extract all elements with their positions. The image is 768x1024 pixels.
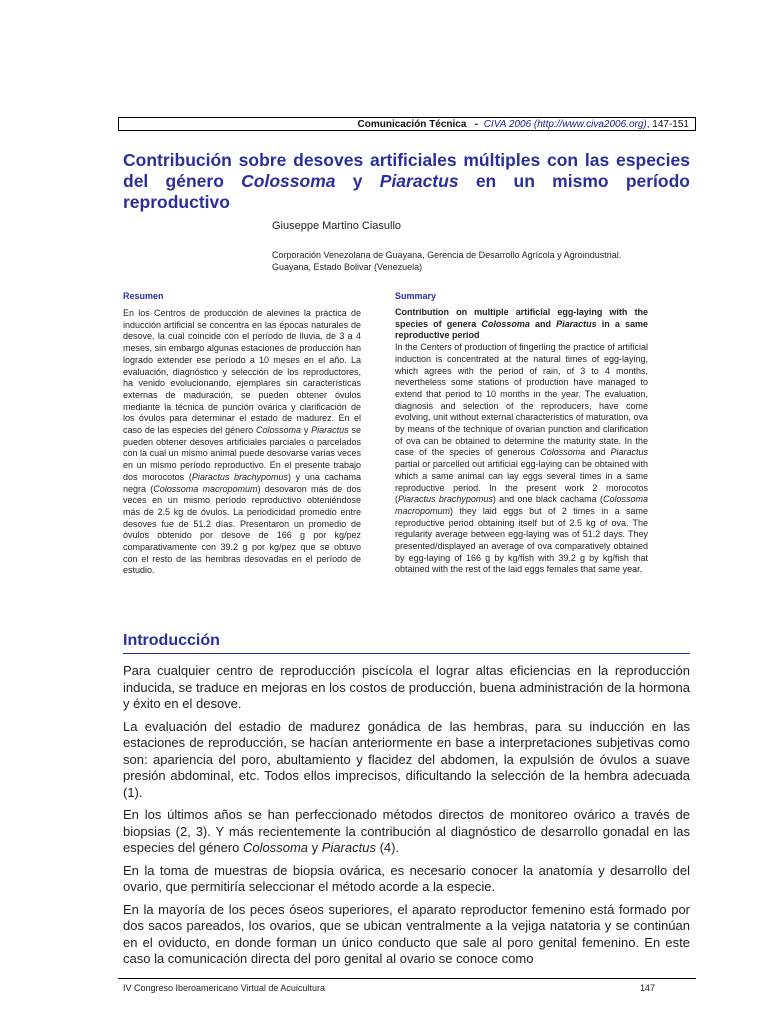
author: Giuseppe Martino Ciasullo [272,220,402,232]
paragraph: La evaluación del estadio de madurez gonádica de las hembras, para su inducción en las estaciones de reproducción, se hacían anteriormente en base a interpretaciones subjetivas como son: apariencia del poro, abultamiento y flacidez del abdomen, la expulsión de óvulos a suave presión abdominal, etc. Todos ellos imprecisos, dificultando la selección de la hembra adecuada (1). [123,718,690,800]
resumen-text: En los Centros de producción de alevines la práctica de inducción artificial se concentra en las épocas naturales de desove, la cual coincide con el período de lluvia, de 3 a 4 meses, sin embargo algunas estaciones de producción han logrado extender ese período a 10 meses en el año. La evaluación, diagnóstico y selección de los reproductores, ha venido evolucionando, ejemplares sin características externas de maduración, se pueden obtener óvulos mediante la técnica de punción ovárica y clarificación de los óvulos para determinar el estado de madurez. En el caso de las especies del género Colossoma y Piaractus se pueden obtener desoves artificiales parciales o parcelados con la cual un mismo animal puede desovarse varias veces en un mismo período reproductivo. En el presente trabajo dos morocotos (Piaractus brachypomus) y una cachama negra (Colossoma macropomum) desovaron más de dos veces en un mismo período reproductivo obteniéndose más de 2.5 kg de óvulos. La periodicidad promedio entre desoves fue de 51.2 días. Presentaron un promedio de óvulos obtenido por desove de 166 g por kg/pez comparativamente con 39.2 g por kg/pez que se obtuvo con el resto de las hembras desovadas en el período de estudio. [123,308,362,576]
paragraph: En los últimos años se han perfeccionado métodos directos de monitoreo ovárico a través de biopsias (2, 3). Y más recientemente la contribución al diagnóstico de desarrollo gonadal en las especies del género Colossoma y Piaractus (4). [123,807,690,855]
running-header [118,117,696,131]
paragraph: Para cualquier centro de reproducción piscícola el lograr altas eficiencias en la reproducción inducida, se traduce en mejoras en los costos de producción, buena administración de la hormona y éxito en el desove. [123,663,690,711]
paper-title: Contribución sobre desoves artificiales múltiples con las especies del género Colossoma y Piaractus en un mismo período reproductivo [123,150,690,212]
intro-heading: Introducción [123,632,220,649]
footer-conference: IV Congreso Iberoamericano Virtual de Acuicultura [123,983,325,993]
header-separator: - [474,119,479,130]
header-pages: , 147-151 [646,119,689,130]
header-section: Comunicación Técnica [357,119,467,130]
summary-heading: Summary [395,291,437,301]
footer-divider [118,978,696,979]
paragraph: En la mayoría de los peces óseos superiores, el aparato reproductor femenino está formado por dos sacos pareados, los ovarios, que se ubican ventralmente a la vejiga natatoria y se continúan en el oviducto, en donde forman un único conducto que sale al poro genital femenino. En este caso la comunicación directa del poro genital al ovario se conoce como [123,901,690,966]
page-number: 147 [640,983,656,993]
intro-body [123,663,690,974]
summary-title: Contribution on multiple artificial egg-laying with the species of genera Colossoma and Piaractus in a same reproductive period [395,307,648,341]
summary-text: Contribution on multiple artificial egg-laying with the species of genera Colossoma and Piaractus in a same reproductive period In the Centers of production of fingerling the practice of artificial induction is concentrated at the natural times of egg-laying, which agrees with the period of rain, of 3 to 4 months, nevertheless some stations of production have managed to extend that period to 10 months in the year. The evaluation, diagnosis and selection of the reproducers, have come evolving, unit without external characteristics of maturation, ova by means of the technique of ovarian punction and clarification of ova can be obtained to determine the maturity state. In the case of the species of generous Colossoma and Piaractus partial or parcelled out artificial egg-laying can be obtained with which a same animal can lay eggs several times in a same reproductive period. In the present work 2 morocotos (Piaractus brachypomus) and one black cachama (Colossoma macropomum) they laid eggs but of 2 times in a same reproductive period obtaining itself but of 2.5 kg of ova. The regularity average between egg-laying was of 51.2 days. They presented/displayed an average of ova comparatively obtained by egg-laying of 166 g by kg/fish with 39.2 g by kg/fish that obtained with the rest of the laid eggs females that same year. [395,307,648,575]
heading-divider [123,653,690,654]
header-source: CIVA 2006 (http://www.civa2006.org) [483,119,647,130]
affiliation: Corporación Venezolana de Guayana, Gerencia de Desarrollo Agrícola y Agroindustrial. Guayana, Estado Bolivar (Venezuela) [272,250,622,272]
resumen-heading: Resumen [123,291,164,301]
paragraph: En la toma de muestras de biopsia ovárica, es necesario conocer la anatomía y desarrollo del ovario, que permitiría seleccionar el método acorde a la especie. [123,862,690,894]
